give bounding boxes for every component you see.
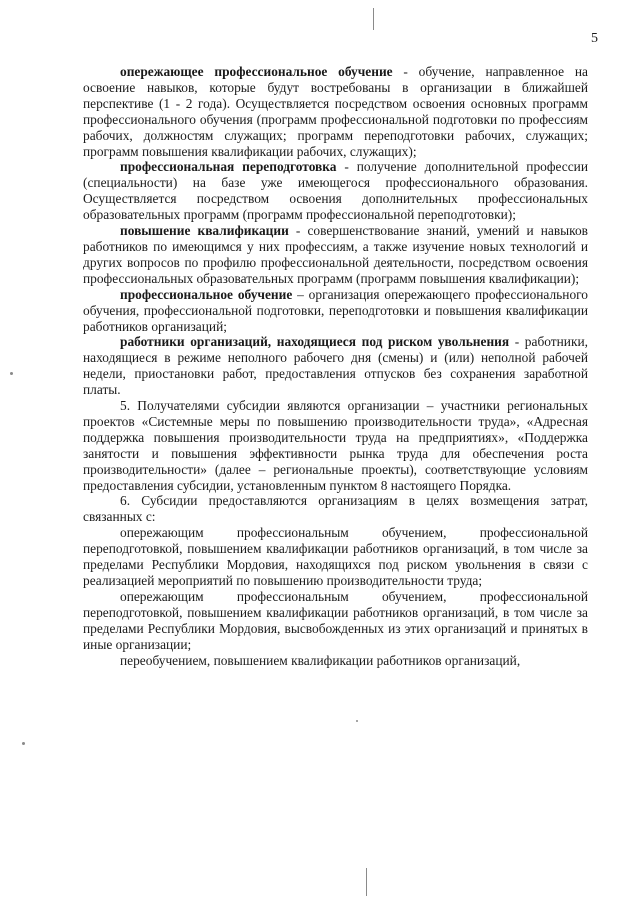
defined-term: профессиональное обучение [120,286,293,302]
definition-paragraph [83,287,588,335]
definition-text: - получение дополнительной профессии (специальности) на базе уже имеющегося профессионального образования. Осуществляется посредством освоения дополнительных профессиональных образовательных программ (программ профессиональной переподготовки); [83,159,589,223]
definition-paragraph [83,159,588,223]
scan-artifact-line [373,8,374,30]
scan-artifact-line [366,868,367,896]
definition-paragraph [83,223,588,287]
list-paragraph [83,589,588,653]
definition-text: - работники, находящиеся в режиме неполного рабочего дня (смены) и (или) неполной рабочей недели, приостановки работ, предоставления отпусков без сохранения заработной платы. [83,334,588,398]
paragraph-text: опережающим профессиональным обучением, профессиональной переподготовкой, повышением квалификации работников организаций, в том числе за пределами Республики Мордовия, находящихся под риском увольнения в связи с реализацией мероприятий по повышению производительности труда; [83,525,588,588]
paragraph-text: опережающим профессиональным обучением, профессиональной переподготовкой, повышением квалификации работников организаций, в том числе за пределами Республики Мордовия, высвобожденных из этих организаций и принятых в иные организации; [83,588,588,652]
paragraph-text: 6. Субсидии предоставляются организациям в целях возмещения затрат, связанных с: [83,493,588,525]
definition-paragraph [83,334,588,398]
section-paragraph [83,398,588,493]
list-paragraph [83,653,588,669]
defined-term: опережающее профессиональное обучение [120,64,393,79]
section-paragraph [83,493,588,525]
defined-term: повышение квалификации [120,223,289,239]
defined-term: работники организаций, находящиеся под риском увольнения [120,334,510,350]
definition-paragraph [83,64,588,159]
list-paragraph [83,525,588,589]
scan-artifact-dot [356,720,358,722]
scan-artifact-dot [22,742,25,745]
paragraph-text: 5. Получателями субсидии являются организации – участники региональных проектов «Системные меры по повышению производительности труда», «Адресная поддержка повышения производительности труда на предприятиях», «Поддержка занятости и повышения эффективности рынка труда для обеспечения роста производительности» (далее – региональные проекты), соответствующие условиям предоставления субсидии, установленным пунктом 8 настоящего Порядка. [83,398,588,493]
defined-term: профессиональная переподготовка [120,159,337,175]
document-body [83,64,588,668]
definition-text: - обучение, направленное на освоение навыков, которые будут востребованы в организации в ближайшей перспективе (1 - 2 года). Осуществляется посредством освоения основных программ профессионального обучения (программ профессиональной подготовки по профессиям рабочих, должностям служащих; программ переподготовки рабочих, служащих; программ повышения квалификации рабочих, служащих); [83,64,588,159]
paragraph-text: переобучением, повышением квалификации работников организаций, [120,652,521,668]
definition-text: - совершенствование знаний, умений и навыков работников по имеющимся у них профессиям, а также изучение новых технологий и других вопросов по профилю профессиональной деятельности, посредством освоения профессиональных образовательных программ (программ повышения квалификации); [83,223,588,286]
definition-text: – организация опережающего профессионального обучения, профессиональной подготовки, переподготовки и повышения квалификации работников организаций; [83,286,588,334]
page-number: 5 [591,31,598,46]
scan-artifact-dot [10,372,13,375]
